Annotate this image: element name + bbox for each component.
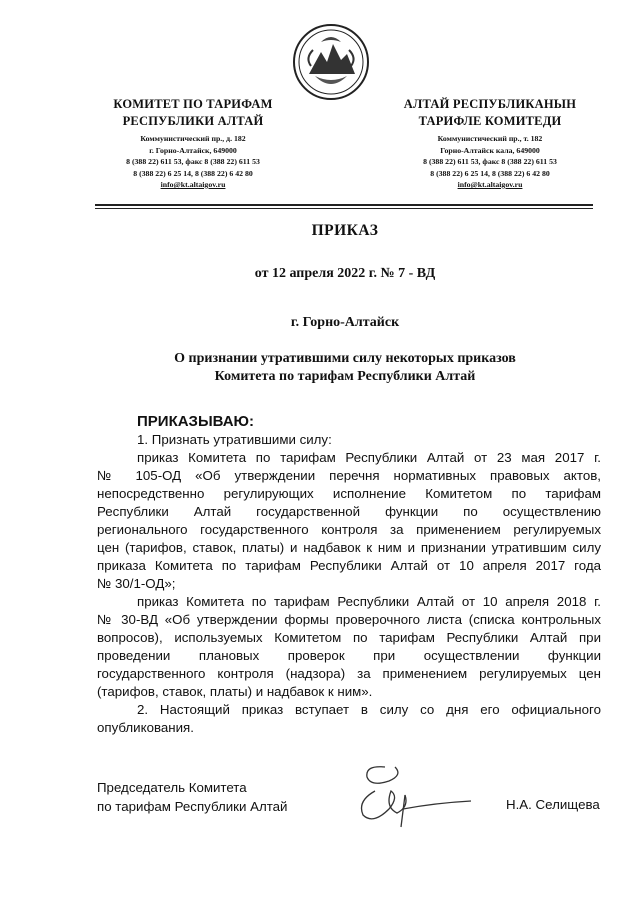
email-ru-link[interactable]: info@kt.altaigov.ru xyxy=(160,180,226,189)
address-ru-line2: г. Горно-Алтайск, 649000 xyxy=(149,145,237,155)
signatory-name: Н.А. Селищева xyxy=(506,797,600,812)
phone-alt-line2: 8 (388 22) 6 25 14, 8 (388 22) 6 42 80 xyxy=(430,168,550,178)
address-alt-line2: Горно-Алтайск кала, 649000 xyxy=(440,145,540,155)
signatory-position xyxy=(97,778,287,816)
position-line: по тарифам Республики Алтай xyxy=(97,799,288,814)
paragraph-line: (тарифов, ставок, платы) и надбавок к ним». xyxy=(97,684,373,699)
document-subject xyxy=(95,350,595,386)
address-alt-line1: Коммунистический пр., т. 182 xyxy=(437,134,543,143)
document-city: г. Горно-Алтайск xyxy=(290,315,400,330)
subject-line: О признании утратившими силу некоторых приказов xyxy=(174,351,516,366)
subject-line: Комитета по тарифам Республики Алтай xyxy=(214,369,476,384)
org-name-ru-line1: КОМИТЕТ ПО ТАРИФАМ xyxy=(113,97,273,111)
paragraph-line: цен (тарифов, ставок, платы) и надбавок к ним и признании утратившим силу xyxy=(97,540,601,555)
address-ru-line1: Коммунистический пр., д. 182 xyxy=(140,134,246,143)
phone-ru-line1: 8 (388 22) 611 53, факс 8 (388 22) 611 53 xyxy=(126,157,260,166)
paragraph-line: № 30/1-ОД»; xyxy=(97,576,176,591)
phone-ru-line2: 8 (388 22) 6 25 14, 8 (388 22) 6 42 80 xyxy=(133,168,253,178)
paragraph-line: вопросов), используемых Комитетом по тарифам Республики Алтай при xyxy=(97,630,601,645)
paragraph-line: № 105-ОД «Об утверждении перечня нормативных правовых актов, xyxy=(97,468,601,483)
org-name-alt-line2: ТАРИФЛЕ КОМИТЕДИ xyxy=(418,114,562,128)
header-divider-thin xyxy=(95,208,593,209)
handwritten-signature xyxy=(345,757,475,832)
header-right-block xyxy=(370,96,610,191)
org-name-alt-line1: АЛТАЙ РЕСПУБЛИКАНЫН xyxy=(403,97,577,111)
paragraph-line: непосредственно регулирующих исполнение Комитетом по тарифам xyxy=(97,486,601,501)
paragraph-line: проведении плановых проверок при осуществлении функции xyxy=(97,648,601,663)
document-title: ПРИКАЗ xyxy=(311,222,379,239)
paragraph-line: приказ Комитета по тарифам Республики Алтай от 23 мая 2017 г. xyxy=(137,450,601,465)
position-line: Председатель Комитета xyxy=(97,780,247,795)
email-alt-link[interactable]: info@kt.altaigov.ru xyxy=(457,180,523,189)
org-name-ru-line2: РЕСПУБЛИКИ АЛТАЙ xyxy=(122,114,264,128)
paragraph-line: приказа Комитета по тарифам Республики Алтай от 10 апреля 2017 года xyxy=(97,558,601,573)
paragraph-line: № 30-ВД «Об утверждении формы проверочного листа (списка контрольных xyxy=(97,612,601,627)
document-body xyxy=(97,413,601,737)
document-date-number: от 12 апреля 2022 г. № 7 - ВД xyxy=(254,266,436,281)
paragraph-line: приказ Комитета по тарифам Республики Алтай от 10 апреля 2018 г. xyxy=(137,594,601,609)
paragraph-line: государственного контроля (надзора) за применением регулируемых цен xyxy=(97,666,601,681)
paragraph-line: Республики Алтай государственной функции по осуществлению xyxy=(97,504,601,519)
header-divider-thick xyxy=(95,204,593,206)
order-word: ПРИКАЗЫВАЮ: xyxy=(137,413,255,430)
paragraph-line: регионального государственного контроля за применением регулируемых xyxy=(97,522,601,537)
phone-alt-line1: 8 (388 22) 611 53, факс 8 (388 22) 611 53 xyxy=(423,157,557,166)
item-2-text: 2. Настоящий приказ вступает в силу со дня его официального xyxy=(137,702,601,717)
header-left-block xyxy=(73,96,313,191)
item-2-text: опубликования. xyxy=(97,720,194,735)
coat-of-arms-emblem xyxy=(291,22,371,102)
item-1-text: 1. Признать утратившими силу: xyxy=(137,432,332,447)
